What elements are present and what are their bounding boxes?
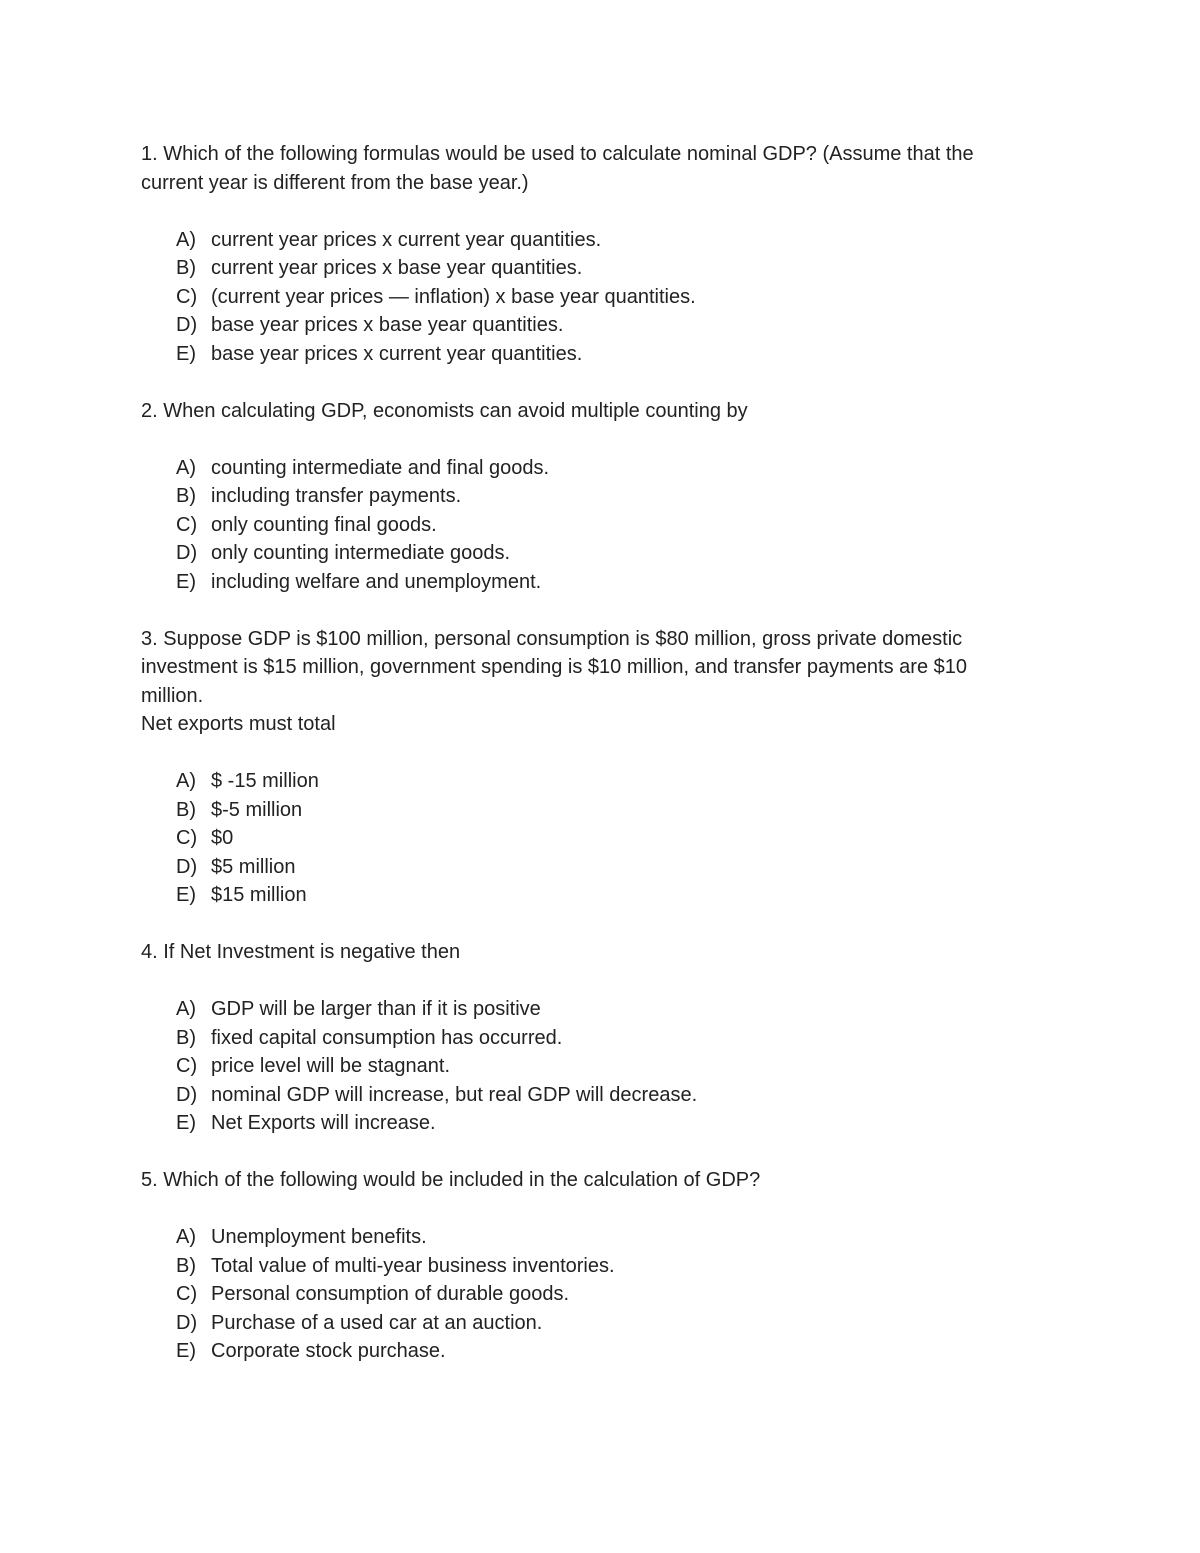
- option-letter: A): [176, 1226, 196, 1248]
- option-letter: E): [176, 342, 196, 365]
- answer-option: [141, 568, 1061, 597]
- option-text: current year prices x base year quantities.: [211, 257, 583, 279]
- question-spacer: [141, 368, 1061, 397]
- option-letter: E): [176, 570, 196, 593]
- option-text: price level will be stagnant.: [211, 1055, 451, 1077]
- answer-option: [141, 340, 1061, 369]
- option-letter: C): [176, 1283, 198, 1305]
- option-letter: D): [176, 314, 198, 336]
- option-text: only counting intermediate goods.: [211, 542, 511, 564]
- answer-option: [141, 482, 1061, 511]
- option-letter: B): [176, 1254, 196, 1277]
- answer-option: [141, 283, 1061, 312]
- question-3: [141, 625, 1061, 910]
- question-4: [141, 938, 1061, 1138]
- question-text-line: million.: [141, 684, 204, 707]
- option-text: Unemployment benefits.: [211, 1226, 427, 1248]
- question-2: [141, 397, 1061, 597]
- answer-option: [141, 995, 1061, 1024]
- answer-option: [141, 1052, 1061, 1081]
- option-text: $-5 million: [211, 798, 303, 821]
- answer-option: [141, 454, 1061, 483]
- option-text: Purchase of a used car at an auction.: [211, 1311, 543, 1334]
- answer-option: [141, 1024, 1061, 1053]
- answer-option: [141, 511, 1061, 540]
- option-text: $ -15 million: [211, 770, 319, 792]
- answer-option: [141, 1081, 1061, 1110]
- option-letter: D): [176, 1311, 198, 1334]
- option-letter: D): [176, 542, 198, 564]
- option-letter: D): [176, 1083, 198, 1106]
- option-text: $5 million: [211, 855, 296, 878]
- question-text-line: 5. Which of the following would be included in the calculation of GDP?: [141, 1169, 761, 1191]
- question-spacer: [141, 910, 1061, 939]
- answer-option: [141, 853, 1061, 882]
- answer-option: [141, 1252, 1061, 1281]
- option-letter: A): [176, 456, 196, 479]
- answer-option: [141, 1280, 1061, 1309]
- answer-option: [141, 881, 1061, 910]
- question-spacer: [141, 1138, 1061, 1167]
- option-letter: C): [176, 285, 198, 308]
- question-5: [141, 1166, 1061, 1366]
- option-text: GDP will be larger than if it is positive: [211, 998, 541, 1020]
- option-letter: D): [176, 855, 198, 878]
- answer-option: [141, 539, 1061, 568]
- question-1: [141, 140, 1061, 368]
- option-letter: B): [176, 257, 196, 279]
- answer-options: [141, 995, 1061, 1138]
- option-text: Corporate stock purchase.: [211, 1340, 446, 1362]
- question-text-line: 4. If Net Investment is negative then: [141, 941, 461, 963]
- answer-option: [141, 796, 1061, 825]
- option-text: nominal GDP will increase, but real GDP will decrease.: [211, 1083, 698, 1106]
- option-letter: C): [176, 827, 198, 849]
- option-text: including welfare and unemployment.: [211, 570, 542, 593]
- answer-option: [141, 767, 1061, 796]
- option-letter: E): [176, 884, 196, 906]
- document-page: [141, 140, 1061, 1366]
- answer-options: [141, 1223, 1061, 1366]
- option-letter: B): [176, 485, 196, 507]
- option-text: only counting final goods.: [211, 513, 437, 536]
- option-text: (current year prices — inflation) x base year quantities.: [211, 285, 696, 308]
- answer-option: [141, 824, 1061, 853]
- option-letter: C): [176, 1055, 198, 1077]
- option-letter: E): [176, 1340, 196, 1362]
- answer-option: [141, 226, 1061, 255]
- question-text-line: 2. When calculating GDP, economists can avoid multiple counting by: [141, 399, 748, 422]
- answer-option: [141, 1337, 1061, 1366]
- question-text-line: 3. Suppose GDP is $100 million, personal consumption is $80 million, gross private domestic: [141, 627, 963, 650]
- option-text: base year prices x base year quantities.: [211, 314, 564, 336]
- option-letter: B): [176, 1026, 196, 1049]
- option-text: $15 million: [211, 884, 307, 906]
- answer-option: [141, 1309, 1061, 1338]
- option-letter: A): [176, 228, 196, 251]
- answer-option: [141, 1109, 1061, 1138]
- answer-option: [141, 311, 1061, 340]
- option-text: Personal consumption of durable goods.: [211, 1283, 570, 1305]
- question-text-line: 1. Which of the following formulas would be used to calculate nominal GDP? (Assume that the: [141, 143, 974, 165]
- option-text: base year prices x current year quantities.: [211, 342, 583, 365]
- question-text-line: Net exports must total: [141, 713, 336, 735]
- option-letter: A): [176, 770, 196, 792]
- question-text-line: investment is $15 million, government spending is $10 million, and transfer payments are $10: [141, 656, 967, 678]
- answer-options: [141, 454, 1061, 597]
- option-text: counting intermediate and final goods.: [211, 456, 550, 479]
- option-text: including transfer payments.: [211, 485, 462, 507]
- answer-option: [141, 254, 1061, 283]
- option-text: Total value of multi-year business inventories.: [211, 1254, 615, 1277]
- question-spacer: [141, 596, 1061, 625]
- answer-options: [141, 226, 1061, 369]
- option-letter: A): [176, 998, 196, 1020]
- option-text: fixed capital consumption has occurred.: [211, 1026, 563, 1049]
- answer-option: [141, 1223, 1061, 1252]
- answer-options: [141, 767, 1061, 910]
- option-text: Net Exports will increase.: [211, 1112, 436, 1134]
- question-text-line: current year is different from the base year.): [141, 171, 529, 194]
- option-text: $0: [211, 827, 234, 849]
- option-text: current year prices x current year quantities.: [211, 228, 602, 251]
- option-letter: E): [176, 1112, 196, 1134]
- option-letter: C): [176, 513, 198, 536]
- option-letter: B): [176, 798, 196, 821]
